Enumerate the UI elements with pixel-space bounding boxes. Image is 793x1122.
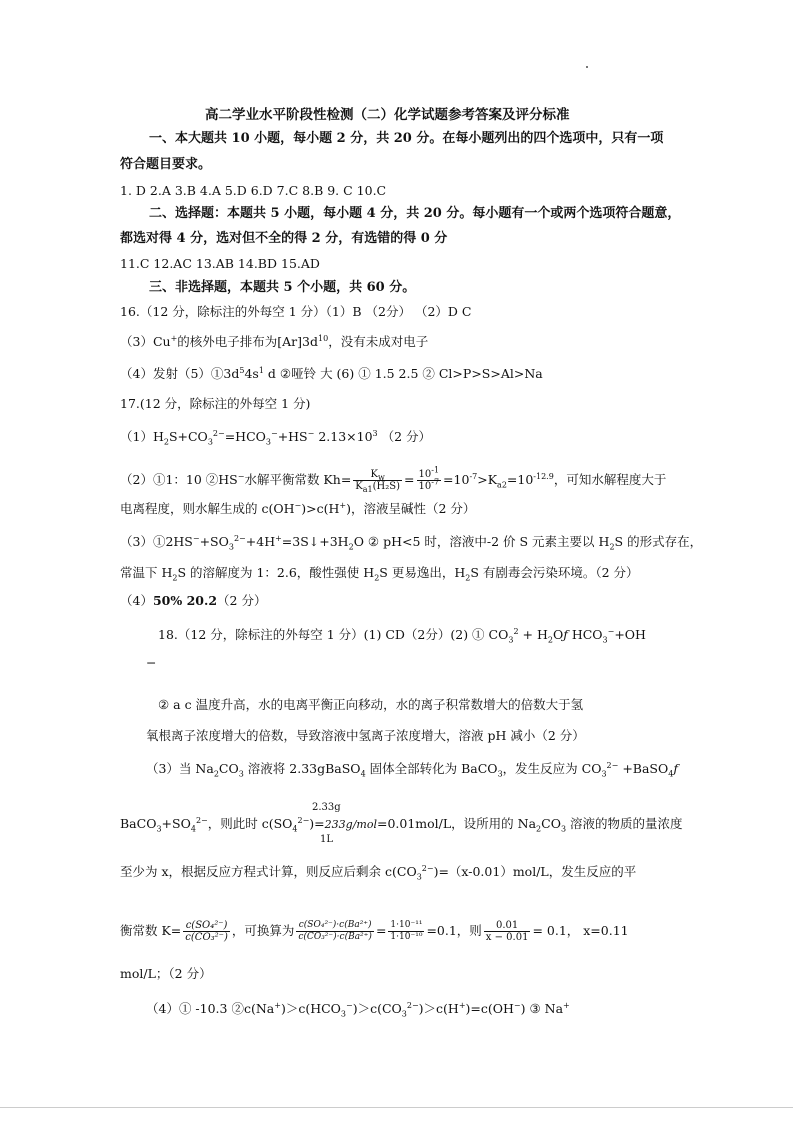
q18-line3: ② a c 温度升高，水的电离平衡正向移动，水的离子积常数增大的倍数大于氢 (158, 697, 584, 712)
section2-header: 二、选择题：本题共 5 小题，每小题 4 分，共 20 分。每小题有一个或两个选项符合题意， (149, 206, 681, 221)
q16-line1: 16.（12 分，除标注的外每空 1 分）（1）B （2分） （2）D C (120, 304, 472, 319)
q18-line8: 衡常数 K= $\frac{\text{c(SO₄²⁻)}}{\text{c(CO₃²⁻)}}$ ，可换算为 $\frac{\text{c(SO₄²⁻)·c(Ba²⁺)}}{\text{c(CO₃²⁻)·c(Ba²⁺)}}$ = $\frac{\text{1·10⁻¹¹}}{\text{1·10⁻¹⁰}}$ =0.1，则 $\frac{0.01}{x - 0.01}$ = 0.1， x=0.11 (120, 920, 629, 943)
q18-line1: 18.（12 分，除标注的外每空 1 分）(1) CD（2分）(2) ① $CO_3^2$ + $H_2Oƒ$ $HCO_3^-+OH$ (158, 626, 646, 645)
q17-line3: （2）①1：10 ②HS−水解平衡常数 Kh= $\frac{K_w}{K_{a1}(H_2S)}$ = $\frac{10^{-1}}{10^{-7}}$ $=10^{-7}>K_{a2}=10^{-12.9}$，可知水解程度大于 (120, 465, 667, 494)
q17-line4: 电离程度，则水解生成的 c(OH−)>c(H+)，溶液呈碱性（2 分） (120, 500, 476, 516)
fraction-volume-denominator: 1L (320, 834, 334, 845)
q16-line2: （3）Cu+的核外电子排布为$[Ar]3d^{10}$，没有未成对电子 (120, 333, 429, 349)
fraction-molar-mass: 233g/mol (324, 818, 377, 831)
fraction-k-ksp: $\frac{\text{c(SO₄²⁻)·c(Ba²⁺)}}{\text{c(CO₃²⁻)·c(Ba²⁺)}}$ (298, 920, 372, 942)
q17-line7: （4）50% 20.2（2 分） (120, 593, 267, 608)
fraction-ksp-values: $\frac{\text{1·10⁻¹¹}}{\text{1·10⁻¹⁰}}$ (390, 920, 423, 942)
section1-answers: 1. D 2.A 3.B 4.A 5.D 6.D 7.C 8.B 9. C 10.C (120, 183, 387, 198)
q18-line1-wrap: − (146, 655, 157, 670)
scan-dot (586, 66, 588, 68)
fraction-kw-over-ka1: $\frac{K_w}{K_{a1}(H_2S)}$ (355, 469, 401, 494)
section1-header-cont: 符合题目要求。 (120, 157, 212, 172)
fraction-mass-numerator: 2.33g (312, 802, 341, 813)
fraction-powers-of-ten: $\frac{10^{-1}}{10^{-7}}$ (418, 465, 440, 492)
q18-line5: （3）当 $Na_2CO_3$ 溶液将 2.33gBaSO$_4$ 固体全部转化为 BaCO$_3$，发生反应为 $CO_3^{2-}$ +BaSO$_4$ƒ (146, 760, 678, 779)
page-title: 高二学业水平阶段性检测（二）化学试题参考答案及评分标准 (205, 107, 570, 123)
q18-line6: $BaCO_3+SO_4^{2-}$，则此时 $c(SO_4^{2-})=233g/mol=0.01mol/L$，设所用的 $Na_2CO_3$ 溶液的物质的量浓度 (120, 815, 683, 834)
section2-answers: 11.C 12.AC 13.AB 14.BD 15.AD (120, 256, 320, 271)
section1-header: 一、本大题共 10 小题，每小题 2 分，共 20 分。在每小题列出的四个选项中，只有一项 (149, 131, 664, 146)
section2-header-cont: 都选对得 4 分，选对但不全的得 2 分，有选错的得 0 分 (120, 231, 448, 246)
fraction-k-expression: $\frac{\text{c(SO₄²⁻)}}{\text{c(CO₃²⁻)}}$ (185, 920, 228, 943)
page-bottom-rule (0, 1107, 793, 1108)
q17-line6: 常温下 $H_2S$ 的溶解度为 1：2.6，酸性强使 $H_2S$ 更易逸出，$H_2S$ 有剧毒会污染环境。（2 分） (120, 565, 639, 583)
fraction-x-equation: $\frac{0.01}{x - 0.01}$ (485, 920, 529, 943)
q16-line3: （4）发射$(5)①3d^54s^1$ d ②哑铃 大 (6) ① 1.5 2.5 ② Cl>P>S>Al>Na (120, 365, 543, 381)
q18-line10: （4）① -10.3 $②c(Na^+)>c(HCO_3^-)>c(CO_3^{2-})>c(H^+)=c(OH^-)$ ③ Na+ (146, 1000, 570, 1019)
q18-line4: 氧根离子浓度增大的倍数，导致溶液中氢离子浓度增大，溶液 pH 减小（2 分） (146, 728, 585, 743)
q18-line7: 至少为 x，根据反应方程式计算，则反应后剩余 $c(CO_3^{2-})=(x-0.01)mol/L$，发生反应的平 (120, 863, 637, 882)
q17-line1: 17.(12 分，除标注的外每空 1 分) (120, 396, 311, 411)
q17-line5: $(3)①2HS^-+SO_3^{2-}+4H^+=3S↓+3H_2O$ ② pH<5 时，溶液中-2 价 S 元素主要以 $H_2S$ 的形式存在， (120, 533, 703, 552)
section3-header: 三、非选择题，本题共 5 个小题，共 60 分。 (149, 280, 416, 295)
q18-line9: mol/L；（2 分） (120, 966, 212, 981)
q17-line2: $(1)H_2S+CO_3^{2-}=HCO_3^-+HS^-$ $2.13\times 10^3$ （2 分） (120, 428, 432, 447)
